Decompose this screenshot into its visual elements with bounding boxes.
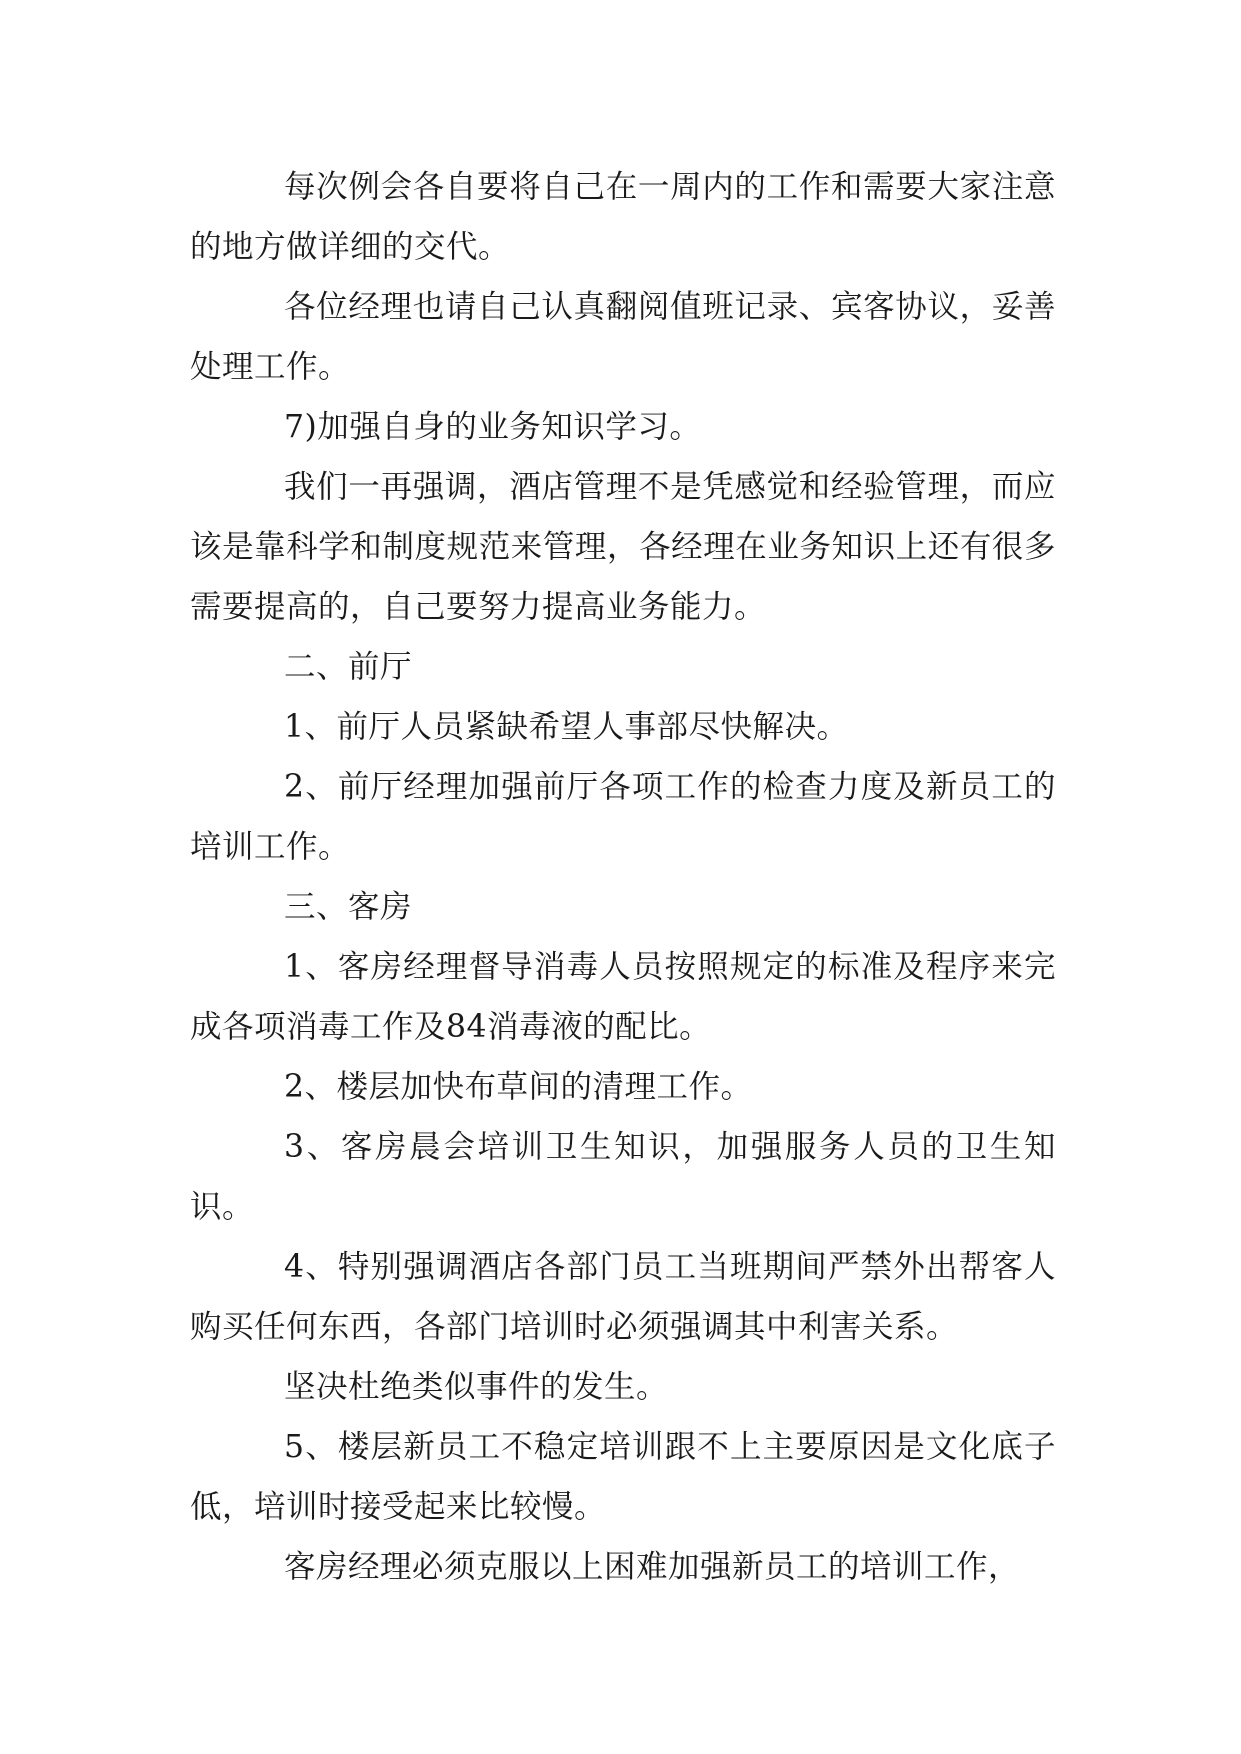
section-heading-housekeeping: 三、客房 xyxy=(284,889,413,925)
paragraph-management-emphasis: 我们一再强调，酒店管理不是凭感觉和经验管理，而应该是靠科学和制度规范来管理，各经理在业务知识上还有很多需要提高的，自己要努力提高业务能力。 xyxy=(190,469,1056,625)
paragraph-manager-records: 各位经理也请自己认真翻阅值班记录、宾客协议，妥善处理工作。 xyxy=(190,289,1056,385)
document-body xyxy=(190,157,1056,1597)
paragraph-housekeeping-4: 4、特别强调酒店各部门员工当班期间严禁外出帮客人购买任何东西，各部门培训时必须强调其中利害关系。 xyxy=(190,1249,1056,1345)
section-heading-front-office: 二、前厅 xyxy=(284,649,413,685)
paragraph-eliminate-incidents: 坚决杜绝类似事件的发生。 xyxy=(284,1369,669,1405)
paragraph-housekeeping-2: 2、楼层加快布草间的清理工作。 xyxy=(284,1069,753,1105)
paragraph-housekeeping-3: 3、客房晨会培训卫生知识，加强服务人员的卫生知识。 xyxy=(190,1129,1056,1225)
paragraph-housekeeping-1: 1、客房经理督导消毒人员按照规定的标准及程序来完成各项消毒工作及84消毒液的配比。 xyxy=(190,949,1056,1045)
paragraph-front-office-2: 2、前厅经理加强前厅各项工作的检查力度及新员工的培训工作。 xyxy=(190,769,1056,865)
paragraph-item-7: 7)加强自身的业务知识学习。 xyxy=(284,409,702,445)
paragraph-weekly-meeting: 每次例会各自要将自己在一周内的工作和需要大家注意的地方做详细的交代。 xyxy=(190,169,1056,265)
paragraph-front-office-1: 1、前厅人员紧缺希望人事部尽快解决。 xyxy=(284,709,849,745)
paragraph-housekeeping-5: 5、楼层新员工不稳定培训跟不上主要原因是文化底子低，培训时接受起来比较慢。 xyxy=(190,1429,1056,1525)
paragraph-training-effort: 客房经理必须克服以上困难加强新员工的培训工作， xyxy=(284,1549,1021,1585)
